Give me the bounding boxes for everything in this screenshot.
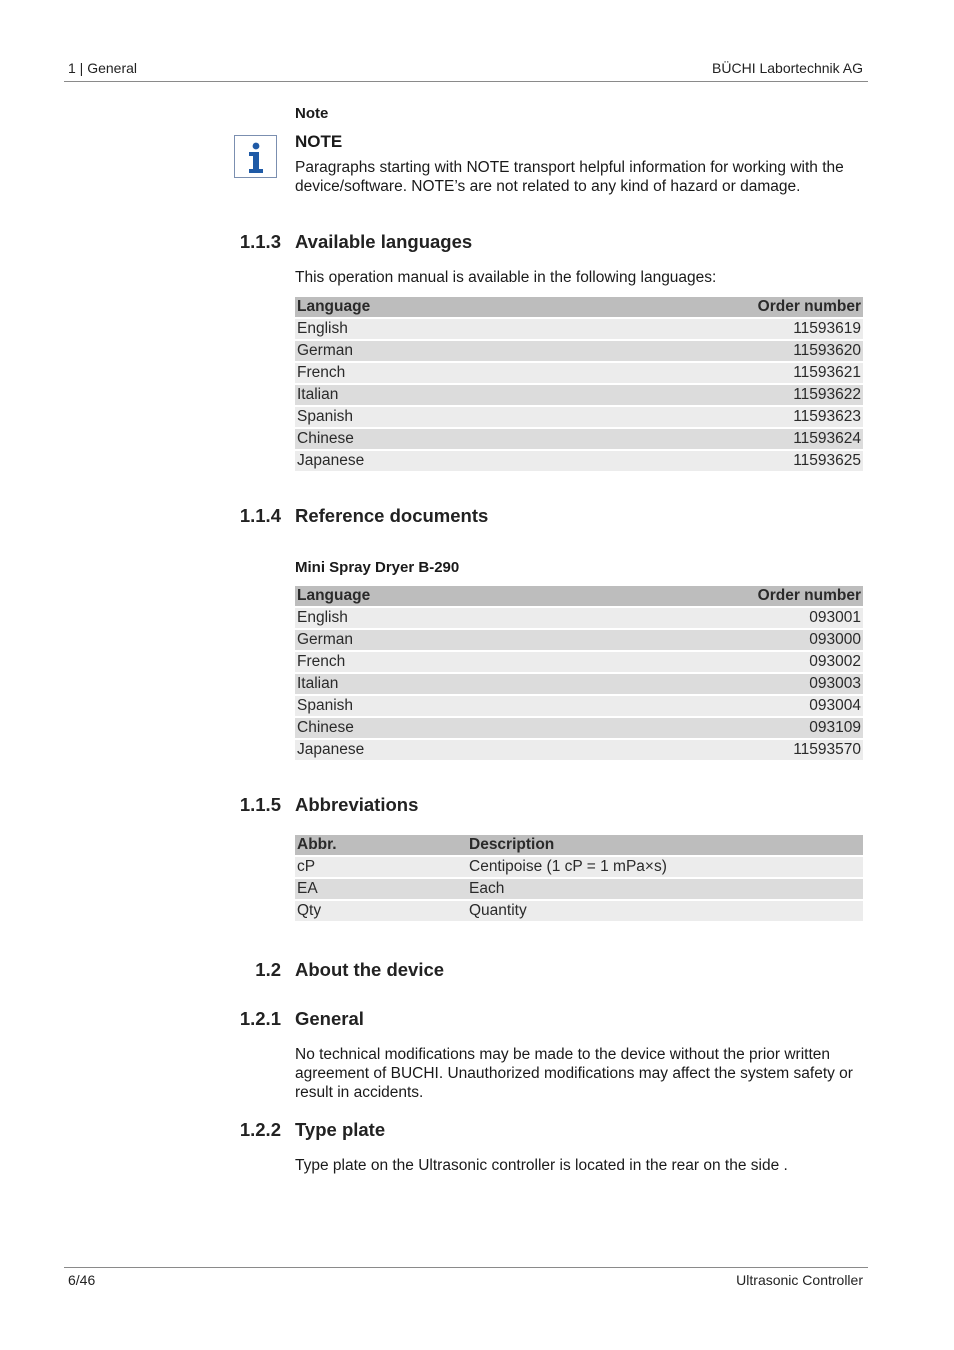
cell-order-number: 11593570 <box>533 740 863 760</box>
cell-order-number: 11593622 <box>533 385 863 405</box>
cell-description: Each <box>467 879 863 899</box>
table-row <box>295 608 863 628</box>
cell-language: English <box>295 319 533 339</box>
cell-order-number: 11593623 <box>533 407 863 427</box>
cell-order-number: 093000 <box>533 630 863 650</box>
cell-language: English <box>295 608 533 628</box>
footer-page-number: 6/46 <box>68 1272 96 1288</box>
cell-order-number: 093001 <box>533 608 863 628</box>
cell-language: Spanish <box>295 407 533 427</box>
section-title-reference-documents: Reference documents <box>295 505 489 526</box>
table-row <box>295 407 863 427</box>
footer-rule <box>64 1267 868 1268</box>
cell-language: Chinese <box>295 429 533 449</box>
table-row <box>295 363 863 383</box>
section-number: 1.2 <box>255 959 281 980</box>
table-row <box>295 718 863 738</box>
section-title-general: General <box>295 1008 364 1029</box>
table-header-row <box>295 586 863 606</box>
table-row <box>295 857 863 877</box>
languages-intro: This operation manual is available in the following languages: <box>295 269 717 286</box>
section-title-available-languages: Available languages <box>295 231 473 252</box>
section-number: 1.2.1 <box>239 1008 281 1029</box>
footer-document-title: Ultrasonic Controller <box>736 1272 863 1288</box>
note-text: Paragraphs starting with NOTE transport helpful information for working with the device/software. NOTE’s are not related to any kind of hazard or damage. <box>295 159 844 195</box>
cell-language: Italian <box>295 674 533 694</box>
header-left: 1 | General <box>68 60 138 76</box>
table-row <box>295 652 863 672</box>
cell-order-number: 11593619 <box>533 319 863 339</box>
cell-language: Japanese <box>295 451 533 471</box>
cell-abbr: Qty <box>295 901 467 921</box>
table-row <box>295 740 863 760</box>
cell-order-number: 093002 <box>533 652 863 672</box>
column-header-order-number: Order number <box>533 586 863 606</box>
cell-description: Quantity <box>467 901 863 921</box>
column-header-order-number: Order number <box>533 297 863 317</box>
table-row <box>295 901 863 921</box>
note-title: NOTE <box>295 132 343 151</box>
table-row <box>295 879 863 899</box>
column-header-language: Language <box>295 586 533 606</box>
section-number: 1.1.4 <box>239 505 281 526</box>
cell-description: Centipoise (1 cP = 1 mPa×s) <box>467 857 863 877</box>
table-header-row <box>295 835 863 855</box>
table-row <box>295 429 863 449</box>
note-label: Note <box>295 105 329 122</box>
cell-language: German <box>295 341 533 361</box>
section-title-about-the-device: About the device <box>295 959 445 980</box>
cell-language: Chinese <box>295 718 533 738</box>
header-right: BÜCHI Labortechnik AG <box>712 60 863 76</box>
cell-order-number: 11593621 <box>533 363 863 383</box>
column-header-language: Language <box>295 297 533 317</box>
section-number: 1.2.2 <box>239 1119 281 1140</box>
column-header-description: Description <box>467 835 863 855</box>
table-row <box>295 385 863 405</box>
table-row <box>295 696 863 716</box>
table-row <box>295 319 863 339</box>
header-rule <box>64 81 868 82</box>
cell-language: German <box>295 630 533 650</box>
section-number: 1.1.3 <box>239 231 281 252</box>
cell-order-number: 093003 <box>533 674 863 694</box>
table-row <box>295 674 863 694</box>
cell-order-number: 093109 <box>533 718 863 738</box>
column-header-abbr: Abbr. <box>295 835 467 855</box>
table-header-row <box>295 297 863 317</box>
table-row <box>295 630 863 650</box>
languages-table <box>295 295 863 473</box>
section-title-abbreviations: Abbreviations <box>295 794 419 815</box>
cell-language: French <box>295 363 533 383</box>
cell-abbr: cP <box>295 857 467 877</box>
cell-abbr: EA <box>295 879 467 899</box>
cell-order-number: 093004 <box>533 696 863 716</box>
reference-subtitle: Mini Spray Dryer B-290 <box>295 559 460 576</box>
general-text: No technical modifications may be made to the device without the prior written agreement of BUCHI. Unauthorized modifications may affect the system safety or result in accidents. <box>295 1046 853 1101</box>
type-plate-text: Type plate on the Ultrasonic controller is located in the rear on the side . <box>295 1157 788 1174</box>
cell-language: Italian <box>295 385 533 405</box>
info-icon <box>234 135 277 178</box>
cell-order-number: 11593620 <box>533 341 863 361</box>
cell-language: French <box>295 652 533 672</box>
cell-order-number: 11593624 <box>533 429 863 449</box>
cell-order-number: 11593625 <box>533 451 863 471</box>
cell-language: Spanish <box>295 696 533 716</box>
table-row <box>295 451 863 471</box>
abbreviations-table <box>295 833 863 923</box>
table-row <box>295 341 863 361</box>
section-number: 1.1.5 <box>239 794 281 815</box>
section-title-type-plate: Type plate <box>295 1119 386 1140</box>
cell-language: Japanese <box>295 740 533 760</box>
reference-table <box>295 584 863 762</box>
